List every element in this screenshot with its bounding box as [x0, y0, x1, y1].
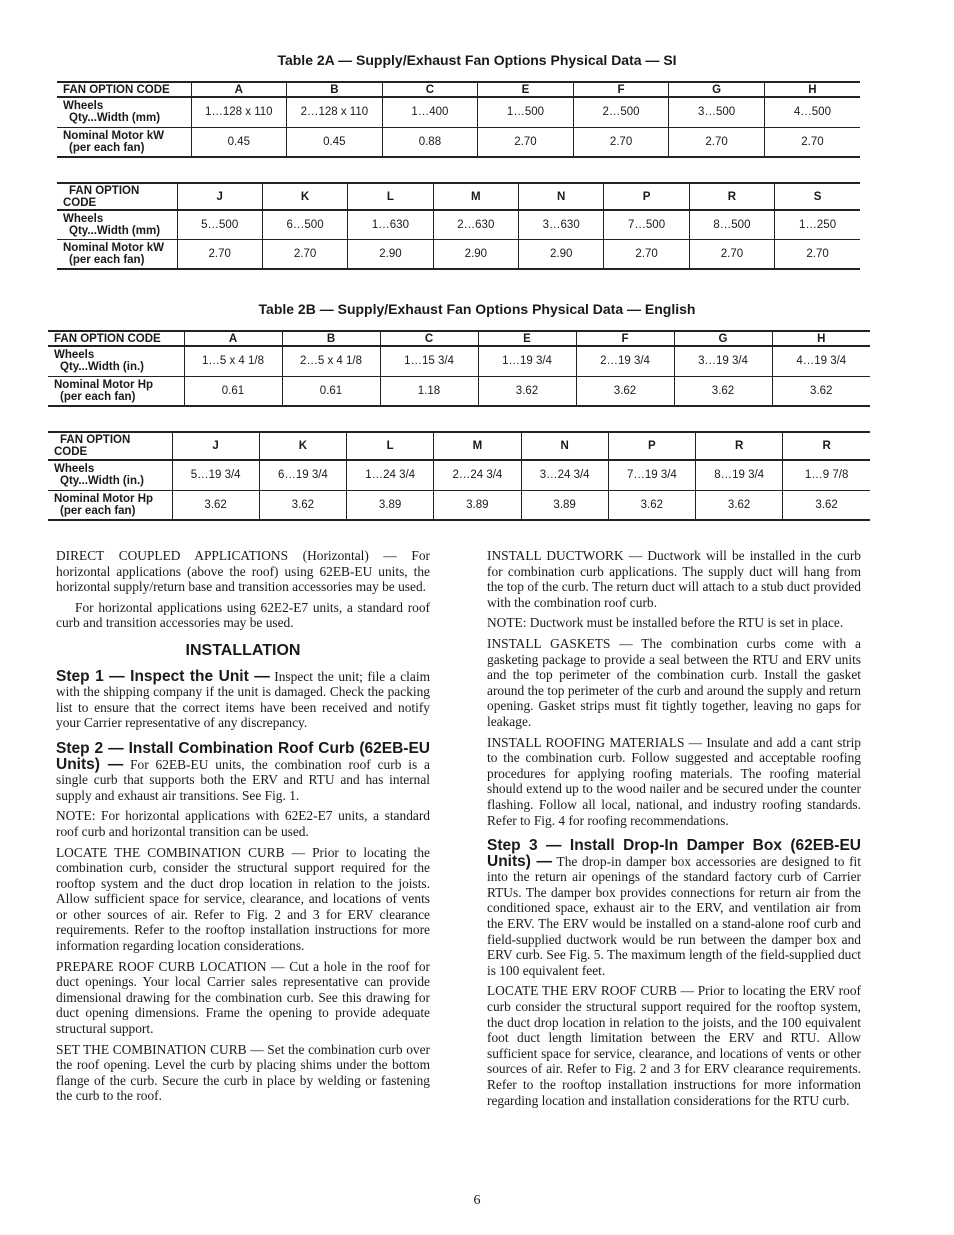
fan-code: H [764, 82, 860, 97]
fan-code: G [669, 82, 765, 97]
fan-code: L [347, 432, 434, 460]
table-cell: 1…19 3/4 [478, 346, 576, 376]
table-cell: 1…24 3/4 [347, 460, 434, 490]
step-2-paragraph: Step 2 — Install Combination Roof Curb (62EB-EU Units) — For 62EB-EU units, the combination roof curb is a single curb that supports both the ERV and RTU and has internal supply and exhaust air transitions. See Fig. 1. [56, 739, 430, 803]
table-cell: 3…24 3/4 [521, 460, 608, 490]
table-cell: 2…19 3/4 [576, 346, 674, 376]
table-cell: 1…5 x 4 1/8 [184, 346, 282, 376]
table-cell: 2.70 [764, 127, 860, 157]
fan-code: C [380, 331, 478, 346]
fan-code: J [177, 183, 262, 210]
table-cell: 3.89 [347, 490, 434, 520]
table-2b-part1 [48, 330, 870, 407]
table-cell: 2…128 x 110 [287, 97, 383, 127]
table-cell: 2.70 [177, 239, 262, 269]
table-cell: 3.62 [259, 490, 346, 520]
row-label: Wheels Qty...Width (mm) [57, 97, 191, 127]
fan-code: N [521, 432, 608, 460]
fan-code: B [282, 331, 380, 346]
paragraph: LOCATE THE COMBINATION CURB — Prior to locating the combination curb, consider the structural support required for the rooftop system and the duct drop location in relation to the joists. Allow sufficient space for service, clearance, and locations of vents or other sources of air. Refer to Fig. 2 and 3 for ERV clearance requirements. Refer to the rooftop installation instructions for more information regarding location considerations. [56, 844, 430, 954]
table-cell: 2…5 x 4 1/8 [282, 346, 380, 376]
table-cell: 0.45 [191, 127, 287, 157]
left-text-column [56, 548, 430, 1109]
table-cell: 2.70 [689, 239, 774, 269]
table-cell: 3…630 [519, 210, 604, 239]
fan-code: N [519, 183, 604, 210]
fan-code: R [696, 432, 783, 460]
fan-code: F [573, 82, 669, 97]
row-label: Wheels Qty...Width (in.) [48, 346, 184, 376]
step-1-paragraph: Step 1 — Inspect the Unit — Inspect the unit; file a claim with the shipping company if the unit is damaged. Check the packing list to ensure that the correct items have been received and notify your Carrier representative of any discrepancy. [56, 667, 430, 731]
header-label: FAN OPTION CODE [48, 432, 172, 460]
table-cell: 0.61 [282, 376, 380, 406]
fan-code: K [262, 183, 347, 210]
fan-code: E [478, 82, 574, 97]
row-label: Nominal Motor kW (per each fan) [57, 239, 177, 269]
paragraph: DIRECT COUPLED APPLICATIONS (Horizontal) — For horizontal applications (above the roof) using 62EB-EU units, the horizontal supply/return base and transition accessories may be used. [56, 548, 430, 595]
fan-code: M [434, 432, 521, 460]
header-label: FAN OPTION CODE [57, 82, 191, 97]
table-2b-part2 [48, 431, 870, 521]
table-cell: 3.62 [576, 376, 674, 406]
table-cell: 1…500 [478, 97, 574, 127]
fan-code: K [259, 432, 346, 460]
table-cell: 3.89 [434, 490, 521, 520]
fan-code: R [689, 183, 774, 210]
table-2a-part1 [57, 81, 860, 158]
table-cell: 3.89 [521, 490, 608, 520]
table-2a-caption: Table 2A — Supply/Exhaust Fan Options Physical Data — SI [277, 52, 677, 68]
fan-code: S [775, 183, 860, 210]
table-cell: 2.70 [775, 239, 860, 269]
row-label: Nominal Motor kW (per each fan) [57, 127, 191, 157]
table-cell: 0.88 [382, 127, 478, 157]
right-text-column [487, 548, 861, 1113]
table-cell: 3.62 [783, 490, 870, 520]
installation-heading: INSTALLATION [185, 641, 301, 659]
table-cell: 1…15 3/4 [380, 346, 478, 376]
table-cell: 8…19 3/4 [696, 460, 783, 490]
table-cell: 3.62 [674, 376, 772, 406]
paragraph: SET THE COMBINATION CURB — Set the combination curb over the roof opening. Level the curb by placing shims under the bottom flange of the curb. Secure the curb in place by welding or fastening the curb to the roof. [56, 1041, 430, 1104]
table-cell: 1…400 [382, 97, 478, 127]
table-cell: 2.70 [573, 127, 669, 157]
page-number: 6 [473, 1193, 481, 1208]
header-label: FAN OPTION CODE [48, 331, 184, 346]
note-paragraph: NOTE: Ductwork must be installed before the RTU is set in place. [487, 615, 844, 631]
table-cell: 2…630 [433, 210, 518, 239]
paragraph: LOCATE THE ERV ROOF CURB — Prior to locating the ERV roof curb consider the structural support required for the rooftop system, the duct drop location in relation to the joists, and the 100 equivalent foot duct length limitation between the ERV and RTU. Allow sufficient space for service, clearance, and locations of vents or other sources of air. Refer to Fig. 2 and 3 for ERV clearance requirements. Refer to the rooftop installation instructions for more information regarding location and installation considerations for the RTU curb. [487, 983, 861, 1108]
table-cell: 4…19 3/4 [772, 346, 870, 376]
row-label: Nominal Motor Hp (per each fan) [48, 490, 172, 520]
table-2a-part2 [57, 182, 860, 270]
table-cell: 2…500 [573, 97, 669, 127]
note-paragraph: NOTE: For horizontal applications with 62E2-E7 units, a standard roof curb and horizontal transition can be used. [56, 808, 430, 839]
table-cell: 8…500 [689, 210, 774, 239]
fan-code: B [287, 82, 383, 97]
table-cell: 7…19 3/4 [608, 460, 695, 490]
row-label: Nominal Motor Hp (per each fan) [48, 376, 184, 406]
table-cell: 2.70 [604, 239, 689, 269]
table-cell: 4…500 [764, 97, 860, 127]
table-cell: 1…9 7/8 [783, 460, 870, 490]
table-cell: 6…19 3/4 [259, 460, 346, 490]
fan-code: R [783, 432, 870, 460]
fan-code: P [604, 183, 689, 210]
fan-code: P [608, 432, 695, 460]
fan-code: G [674, 331, 772, 346]
table-cell: 2.70 [478, 127, 574, 157]
table-cell: 2.70 [262, 239, 347, 269]
table-cell: 5…500 [177, 210, 262, 239]
row-label: Wheels Qty...Width (mm) [57, 210, 177, 239]
paragraph: INSTALL ROOFING MATERIALS — Insulate and add a cant strip to the combination curb. Follow suggested and acceptable roofing procedures for applying roofing materials. The roofing material should extend up to the wood nailer and be secured under the counter flashing. Follow all local, national, and industry roofing standards. Refer to Fig. 4 for roofing recommendations. [487, 734, 861, 828]
table-cell: 7…500 [604, 210, 689, 239]
table-cell: 1…128 x 110 [191, 97, 287, 127]
table-cell: 6…500 [262, 210, 347, 239]
table-cell: 0.45 [287, 127, 383, 157]
fan-code: E [478, 331, 576, 346]
header-label: FAN OPTION CODE [57, 183, 177, 210]
fan-code: F [576, 331, 674, 346]
table-cell: 5…19 3/4 [172, 460, 259, 490]
table-cell: 3…500 [669, 97, 765, 127]
paragraph: PREPARE ROOF CURB LOCATION — Cut a hole in the roof for duct openings. Your local Carrier sales representative can provide dimensional drawing for the combination curb. See this drawing for duct opening dimensions. Frame the opening to provide adequate structural support. [56, 958, 430, 1037]
table-cell: 1…630 [348, 210, 433, 239]
table-cell: 2.90 [519, 239, 604, 269]
table-cell: 3.62 [172, 490, 259, 520]
table-cell: 0.61 [184, 376, 282, 406]
table-cell: 3.62 [608, 490, 695, 520]
table-cell: 2.90 [433, 239, 518, 269]
fan-code: J [172, 432, 259, 460]
step-1-title: Step 1 — Inspect the Unit — [56, 667, 270, 685]
table-2b-caption: Table 2B — Supply/Exhaust Fan Options Physical Data — English [258, 301, 696, 317]
row-label: Wheels Qty...Width (in.) [48, 460, 172, 490]
paragraph: INSTALL DUCTWORK — Ductwork will be installed in the curb for combination curb applications. The supply duct will hang from the top of the curb. The return duct will attach to a stub duct provided with the combination roof curb. [487, 548, 861, 610]
table-cell: 1…250 [775, 210, 860, 239]
table-cell: 2.90 [348, 239, 433, 269]
table-cell: 3.62 [772, 376, 870, 406]
table-cell: 2…24 3/4 [434, 460, 521, 490]
paragraph: INSTALL GASKETS — The combination curbs come with a gasketing package to provide a seal between the RTU and ERV units and the top perimeter of the combination curb. Install the gasket around the top perimeter of the curb and around the supply and return opening. Gasket strips must fit tightly together, leaving no gaps for leakage. [487, 635, 861, 729]
fan-code: C [382, 82, 478, 97]
fan-code: L [348, 183, 433, 210]
fan-code: A [191, 82, 287, 97]
fan-code: A [184, 331, 282, 346]
fan-code: M [433, 183, 518, 210]
table-cell: 3.62 [696, 490, 783, 520]
step-3-paragraph: Step 3 — Install Drop-In Damper Box (62EB-EU Units) — The drop-in damper box accessories are designed to fit into the return air openings of the standard factory curb of Carrier RTUs. The damper box provides connections for return air from the conditioned space, exhaust air to the ERV, and ventilation air from the ERV. The ERV would be installed on a stand-alone roof curb and field-supplied ductwork would be run between the damper box and ERV curb. See Fig. 5. The maximum length of the field-supplied duct is 100 equivalent feet. [487, 837, 861, 978]
table-cell: 1.18 [380, 376, 478, 406]
table-cell: 3.62 [478, 376, 576, 406]
step-2-title: Step 2 — Install Combination Roof Curb (62EB-EU Units) — [56, 739, 430, 773]
step-3-title: Step 3 — Install Drop-In Damper Box (62EB-EU Units) — [487, 837, 861, 870]
paragraph: For horizontal applications using 62E2-E7 units, a standard roof curb and transition accessories may be used. [56, 599, 430, 631]
table-cell: 2.70 [669, 127, 765, 157]
table-cell: 3…19 3/4 [674, 346, 772, 376]
fan-code: H [772, 331, 870, 346]
